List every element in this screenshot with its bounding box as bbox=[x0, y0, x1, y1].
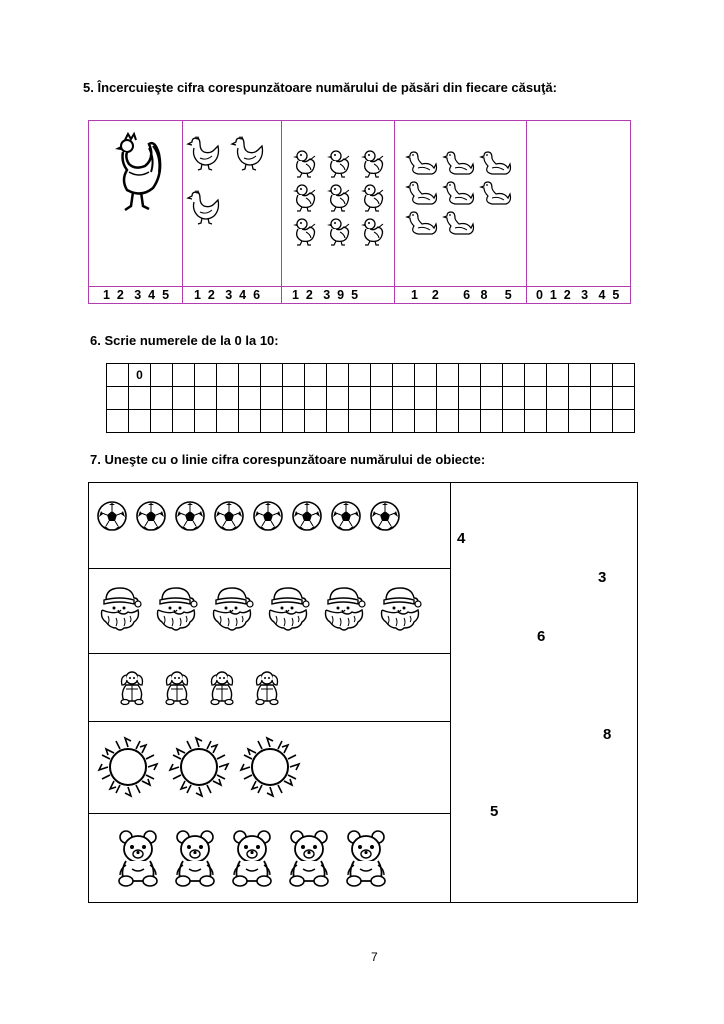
grid-cell[interactable] bbox=[569, 364, 591, 387]
grid-cell[interactable] bbox=[305, 410, 327, 433]
grid-row bbox=[107, 364, 635, 387]
ball-row[interactable] bbox=[88, 482, 450, 568]
match-number[interactable]: 8 bbox=[603, 726, 612, 743]
grid-cell[interactable] bbox=[349, 410, 371, 433]
bear-row[interactable] bbox=[88, 813, 450, 903]
chick-icon bbox=[290, 182, 318, 212]
grid-cell[interactable] bbox=[129, 410, 151, 433]
grid-cell[interactable] bbox=[173, 387, 195, 410]
grid-cell[interactable] bbox=[547, 364, 569, 387]
ball-icon bbox=[330, 500, 362, 532]
grid-cell[interactable] bbox=[239, 364, 261, 387]
number-row-divider bbox=[88, 286, 631, 287]
hen-icon bbox=[232, 136, 266, 170]
chick-icon bbox=[358, 182, 386, 212]
grid-cell[interactable] bbox=[591, 387, 613, 410]
swan-icon bbox=[480, 178, 512, 206]
grid-cell[interactable] bbox=[415, 387, 437, 410]
grid-cell[interactable] bbox=[613, 387, 635, 410]
match-number[interactable]: 4 bbox=[457, 530, 466, 547]
bird-box-5[interactable] bbox=[526, 120, 631, 304]
grid-cell[interactable] bbox=[195, 364, 217, 387]
grid-cell[interactable] bbox=[239, 410, 261, 433]
grid-cell[interactable] bbox=[613, 364, 635, 387]
grid-cell[interactable] bbox=[327, 387, 349, 410]
exercise-7-title: 7. Uneşte cu o linie cifra corespunzătoare numărului de obiecte: bbox=[90, 452, 486, 467]
grid-cell[interactable] bbox=[327, 410, 349, 433]
ball-icon bbox=[213, 500, 245, 532]
grid-cell[interactable] bbox=[305, 364, 327, 387]
grid-cell[interactable] bbox=[525, 410, 547, 433]
bear-icon bbox=[173, 829, 217, 887]
santa-icon bbox=[378, 586, 422, 630]
grid-cell[interactable] bbox=[437, 410, 459, 433]
santa-icon bbox=[154, 586, 198, 630]
grid-cell[interactable] bbox=[261, 364, 283, 387]
dog-icon bbox=[251, 669, 283, 705]
grid-cell[interactable] bbox=[327, 364, 349, 387]
grid-cell[interactable] bbox=[437, 387, 459, 410]
chick-icon bbox=[324, 148, 352, 178]
sun-row[interactable] bbox=[88, 721, 450, 813]
grid-cell[interactable] bbox=[283, 410, 305, 433]
match-number[interactable]: 3 bbox=[598, 569, 607, 586]
grid-cell[interactable] bbox=[151, 410, 173, 433]
santa-icon bbox=[322, 586, 366, 630]
ball-icon bbox=[96, 500, 128, 532]
grid-cell[interactable] bbox=[503, 364, 525, 387]
grid-cell[interactable] bbox=[151, 387, 173, 410]
ball-icon bbox=[135, 500, 167, 532]
bear-icon bbox=[287, 829, 331, 887]
grid-cell[interactable] bbox=[459, 364, 481, 387]
grid-cell[interactable] bbox=[217, 387, 239, 410]
ball-icon bbox=[174, 500, 206, 532]
grid-cell[interactable] bbox=[107, 387, 129, 410]
grid-cell[interactable] bbox=[459, 387, 481, 410]
sun-icon bbox=[96, 735, 160, 799]
dog-row[interactable] bbox=[88, 653, 450, 721]
santa-icon bbox=[98, 586, 142, 630]
bear-icon bbox=[230, 829, 274, 887]
chick-icon bbox=[324, 216, 352, 246]
dog-icon bbox=[206, 669, 238, 705]
santa-icon bbox=[210, 586, 254, 630]
exercise-5-title: 5. Încercuieşte cifra corespunzătoare numărului de păsări din fiecare căsuţă: bbox=[83, 80, 557, 95]
grid-cell[interactable] bbox=[525, 387, 547, 410]
grid-cell[interactable] bbox=[305, 387, 327, 410]
grid-cell[interactable] bbox=[437, 364, 459, 387]
grid-cell[interactable] bbox=[261, 410, 283, 433]
grid-cell[interactable] bbox=[503, 387, 525, 410]
grid-cell[interactable] bbox=[547, 387, 569, 410]
ball-icon bbox=[291, 500, 323, 532]
grid-cell[interactable] bbox=[261, 387, 283, 410]
hen-icon bbox=[188, 136, 222, 170]
exercise-6-title: 6. Scrie numerele de la 0 la 10: bbox=[90, 333, 279, 348]
grid-cell[interactable] bbox=[591, 364, 613, 387]
grid-cell[interactable] bbox=[283, 387, 305, 410]
grid-cell[interactable] bbox=[283, 364, 305, 387]
grid-cell[interactable] bbox=[481, 364, 503, 387]
grid-cell[interactable] bbox=[459, 410, 481, 433]
number-choices-1[interactable]: 1 2 3 4 5 bbox=[103, 288, 170, 302]
grid-cell[interactable] bbox=[415, 364, 437, 387]
swan-icon bbox=[406, 148, 438, 176]
grid-cell[interactable] bbox=[481, 387, 503, 410]
chick-icon bbox=[324, 182, 352, 212]
grid-cell[interactable] bbox=[569, 387, 591, 410]
santa-icon bbox=[266, 586, 310, 630]
grid-cell[interactable] bbox=[239, 387, 261, 410]
grid-cell[interactable] bbox=[569, 410, 591, 433]
grid-cell[interactable] bbox=[151, 364, 173, 387]
grid-cell[interactable] bbox=[173, 364, 195, 387]
grid-cell[interactable] bbox=[393, 387, 415, 410]
ball-icon bbox=[252, 500, 284, 532]
swan-icon bbox=[406, 178, 438, 206]
matching-divider bbox=[450, 482, 451, 903]
grid-cell[interactable] bbox=[481, 410, 503, 433]
swan-icon bbox=[443, 208, 475, 236]
grid-cell[interactable] bbox=[217, 410, 239, 433]
grid-cell[interactable] bbox=[349, 387, 371, 410]
grid-cell[interactable]: 0 bbox=[129, 364, 151, 387]
number-writing-grid[interactable] bbox=[106, 363, 635, 433]
match-number[interactable]: 6 bbox=[537, 628, 546, 645]
grid-cell[interactable] bbox=[173, 410, 195, 433]
dog-icon bbox=[161, 669, 193, 705]
grid-cell[interactable] bbox=[591, 410, 613, 433]
bear-icon bbox=[344, 829, 388, 887]
swan-icon bbox=[480, 148, 512, 176]
swan-icon bbox=[443, 178, 475, 206]
sun-icon bbox=[238, 735, 302, 799]
grid-cell[interactable] bbox=[195, 387, 217, 410]
number-choices-3[interactable]: 1 2 3 9 5 bbox=[292, 288, 359, 302]
grid-cell[interactable] bbox=[503, 410, 525, 433]
chick-icon bbox=[290, 148, 318, 178]
grid-cell[interactable] bbox=[129, 387, 151, 410]
grid-cell[interactable] bbox=[393, 410, 415, 433]
swan-icon bbox=[443, 148, 475, 176]
grid-cell[interactable] bbox=[371, 410, 393, 433]
match-number[interactable]: 5 bbox=[490, 803, 499, 820]
sun-icon bbox=[167, 735, 231, 799]
grid-cell[interactable] bbox=[217, 364, 239, 387]
grid-cell[interactable] bbox=[525, 364, 547, 387]
chick-icon bbox=[290, 216, 318, 246]
ball-icon bbox=[369, 500, 401, 532]
grid-cell[interactable] bbox=[349, 364, 371, 387]
grid-cell[interactable] bbox=[107, 410, 129, 433]
grid-cell[interactable] bbox=[371, 387, 393, 410]
grid-cell[interactable] bbox=[415, 410, 437, 433]
grid-cell[interactable] bbox=[613, 410, 635, 433]
grid-row bbox=[107, 387, 635, 410]
dog-icon bbox=[116, 669, 148, 705]
grid-row bbox=[107, 410, 635, 433]
santa-row[interactable] bbox=[88, 568, 450, 653]
grid-cell[interactable] bbox=[195, 410, 217, 433]
number-choices-5[interactable]: 0 1 2 3 4 5 bbox=[536, 288, 620, 302]
grid-cell[interactable] bbox=[547, 410, 569, 433]
grid-cell[interactable] bbox=[107, 364, 129, 387]
hen-icon bbox=[188, 190, 222, 224]
chick-icon bbox=[358, 216, 386, 246]
grid-cell[interactable] bbox=[371, 364, 393, 387]
chick-icon bbox=[358, 148, 386, 178]
rooster-icon bbox=[107, 132, 167, 214]
swan-icon bbox=[406, 208, 438, 236]
number-choices-2[interactable]: 1 2 3 4 6 bbox=[194, 288, 261, 302]
grid-cell[interactable] bbox=[393, 364, 415, 387]
bear-icon bbox=[116, 829, 160, 887]
number-choices-4[interactable]: 1 2 6 8 5 bbox=[411, 288, 512, 302]
page-number: 7 bbox=[371, 950, 378, 964]
